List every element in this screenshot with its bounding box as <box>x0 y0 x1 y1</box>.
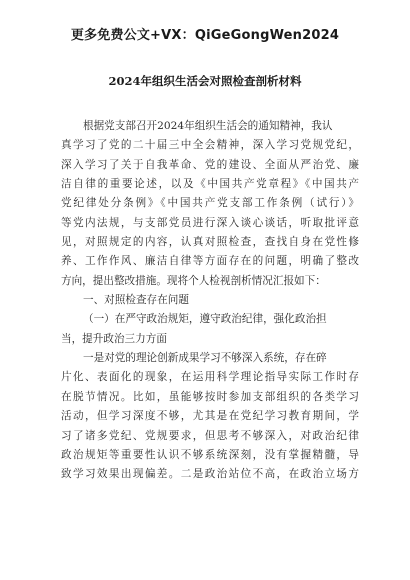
paragraph-line: 活动，但学习深度不够，尤其是在党纪学习教育期间，学 <box>61 410 359 423</box>
paragraph-line: 致学习效果出现偏差。二是政治站位不高，在政治立场方 <box>61 468 359 481</box>
paragraph-line: 在脱节情况。比如，虽能够按时参加支部组织的各类学习 <box>61 390 359 403</box>
document-title: 2024年组织生活会对照检查剖析材料 <box>108 74 302 88</box>
subsection-heading: （一）在严守政治规矩，遵守政治纪律，强化政治担 <box>83 313 327 326</box>
paragraph-line: 党纪律处分条例》《中国共产党支部工作条例（试行）》 <box>61 197 359 210</box>
paragraph-line: 养、工作作风、廉洁自律等方面存在的问题，明确了整改 <box>61 255 359 268</box>
section-heading: 一、对照检查存在问题 <box>83 294 189 307</box>
paragraph-line: 方向，提出整改措施。现将个人检视剖析情况汇报如下： <box>61 274 326 287</box>
paragraph-line: 政治规矩等重要性认识不够系统深刻，没有掌握精髓，导 <box>61 448 359 461</box>
document-body <box>61 117 359 485</box>
paragraph-line: 深入学习了关于自我革命、党的建设、全面从严治党、廉 <box>61 158 359 171</box>
subsection-heading-continued: 当，提升政治三力方面 <box>61 332 167 345</box>
watermark-header: 更多免费公文+VX：QiGeGongWen2024 <box>70 28 340 43</box>
paragraph-line: 洁自律的重要论述，以及《中国共产党章程》《中国共产 <box>61 178 359 191</box>
paragraph-line: 片化、表面化的现象，在运用科学理论指导实际工作时存 <box>61 371 359 384</box>
paragraph-line: 根据党支部召开2024年组织生活会的通知精神，我认 <box>83 120 333 132</box>
paragraph-line: 习了诸多党纪、党规要求，但思考不够深入，对政治纪律 <box>61 429 359 442</box>
paragraph-line: 真学习了党的二十届三中全会精神，深入学习党规党纪， <box>61 139 359 152</box>
paragraph-line: 一是对党的理论创新成果学习不够深入系统，存在碎 <box>83 352 327 365</box>
paragraph-line: 等党内法规，与支部党员进行深入谈心谈话，听取批评意 <box>61 216 359 229</box>
paragraph-line: 见，对照规定的内容，认真对照检查，查找自身在党性修 <box>61 236 359 249</box>
